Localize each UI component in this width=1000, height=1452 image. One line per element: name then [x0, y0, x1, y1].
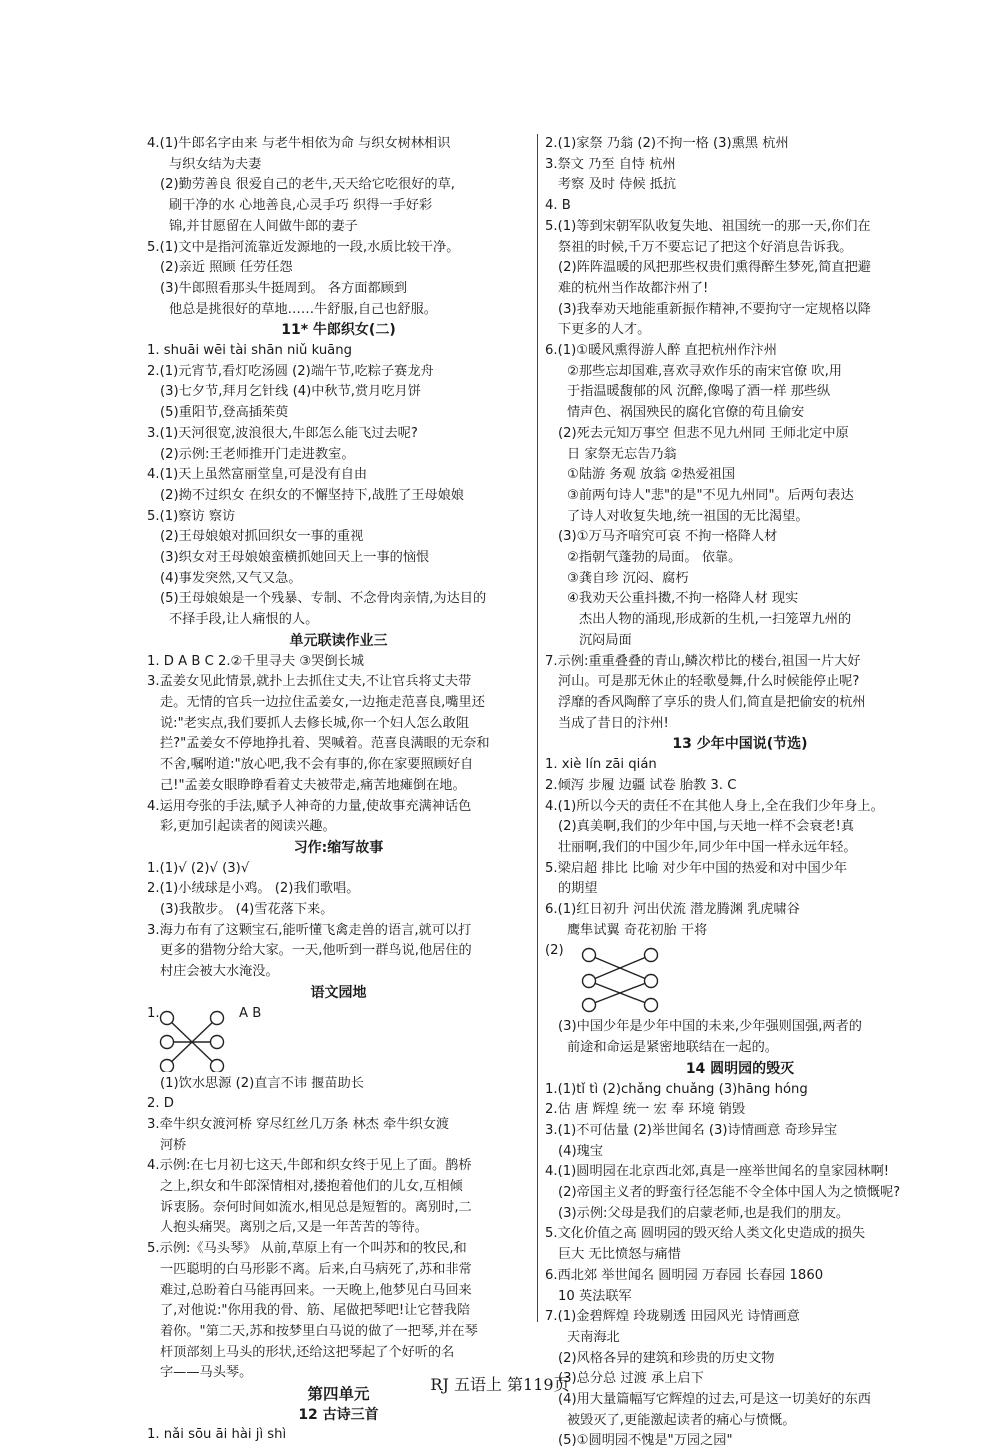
answer-line: 了,对他说:"你用我的骨、筋、尾做把琴吧!让它替我陪 — [160, 1303, 471, 1319]
answer-line: 5.示例:《马头琴》 从前,草原上有一个叫苏和的牧民,和 — [147, 1241, 467, 1257]
answer-line: (2)示例:王老师推开门走进教室。 — [160, 446, 355, 462]
column-divider — [537, 134, 538, 1322]
answer-line: 3.祭文 乃至 自恃 杭州 — [545, 156, 676, 172]
answer-line: 刷干净的水 心地善良,心灵手巧 织得一手好彩 — [169, 198, 433, 214]
node-circle — [211, 1059, 224, 1072]
answer-line: 4.运用夸张的手法,赋予人神奇的力量,使故事充满神话色 — [147, 798, 472, 814]
matching-diagram — [147, 1004, 530, 1074]
answer-line: 4.示例:在七月初七这天,牛郎和织女终于见上了面。鹊桥 — [147, 1158, 472, 1174]
answer-line: 沉闷局面 — [579, 632, 632, 648]
right-column — [545, 134, 935, 1452]
answer-line: 天南海北 — [567, 1329, 620, 1345]
answer-line: 1.(1)tǐ tì (2)chǎng chuǎng (3)hāng hóng — [545, 1081, 808, 1097]
answer-line: 当成了昔日的汴州! — [558, 715, 669, 731]
answer-line: 1. shuāi wēi tài shān niǔ kuāng — [147, 343, 352, 359]
answer-line: 己!"孟姜女眼睁睁看着丈夫被带走,痛苦地瘫倒在地。 — [160, 777, 466, 793]
answer-line: 不舍,嘱咐道:"放心吧,我不会有事的,你在家要照顾好自 — [160, 757, 474, 773]
answer-line: 5.文化价值之高 圆明园的毁灭给人类文化史造成的损失 — [545, 1226, 866, 1242]
answer-line: 1. D A B C 2.②千里寻夫 ③哭倒长城 — [147, 653, 364, 669]
connection-diagram — [157, 1006, 227, 1072]
answer-line: ③龚自珍 沉闷、腐朽 — [567, 570, 689, 586]
answer-line: 拦?"孟姜女不停地挣扎着、哭喊着。范喜良满眼的无奈和 — [160, 736, 490, 752]
answer-line: 3.(1)不可估量 (2)举世闻名 (3)诗情画意 奇珍异宝 — [545, 1122, 838, 1138]
answer-line: 3.孟姜女见此情景,就扑上去抓住丈夫,不让官兵将丈夫带 — [147, 674, 472, 690]
section-heading: 11* 牛郎织女(二) — [281, 322, 396, 339]
answer-line: (5)①圆明园不愧是"万园之园" — [558, 1433, 733, 1449]
node-circle — [161, 1059, 174, 1072]
answer-line: (2)真美啊,我们的少年中国,与天地一样不会衰老!真 — [558, 819, 855, 835]
answer-line: (2)王母娘娘对抓回织女一事的重视 — [160, 529, 364, 545]
section-heading: 单元联读作业三 — [289, 632, 388, 649]
answer-line: (2)拗不过织女 在织女的不懈坚持下,战胜了王母娘娘 — [160, 487, 464, 503]
answer-line: 6.(1)①暖风熏得游人醉 直把杭州作汴州 — [545, 343, 777, 359]
answer-line: 下更多的人才。 — [558, 322, 651, 338]
diagram-prefix: (2) — [545, 943, 564, 959]
answer-line: 他总是挑很好的草地……牛舒服,自己也舒服。 — [169, 301, 437, 317]
answer-line: 7.(1)金碧辉煌 玲珑剔透 田园风光 诗情画意 — [545, 1309, 800, 1325]
answer-line: 4.(1)所以今天的责任不在其他人身上,全在我们少年身上。 — [545, 798, 884, 814]
left-column — [147, 134, 530, 1446]
answer-line: 3.牵牛织女渡河桥 穿尽红丝几万条 林杰 牵牛织女渡 — [147, 1116, 450, 1132]
answer-line: 不择手段,让人痛恨的人。 — [169, 612, 319, 628]
node-circle — [645, 949, 658, 962]
section-heading: 14 圆明园的毁灭 — [685, 1060, 795, 1077]
answer-line: 2.(1)小绒球是小鸡。 (2)我们歌唱。 — [147, 881, 360, 897]
answer-line: (3)织女对王母娘娘蛮横抓她回天上一事的恼恨 — [160, 550, 430, 566]
answer-line: 1. nǎi sōu āi hài jì shì — [147, 1427, 287, 1443]
answer-line: 走。无情的官兵一边拉住孟姜女,一边拖走范喜良,嘴里还 — [160, 694, 485, 710]
answer-line: 3.(1)天河很宽,波浪很大,牛郎怎么能飞过去呢? — [147, 425, 418, 441]
answer-line: 壮丽啊,我们的中国少年,同少年中国一样永远年轻。 — [558, 839, 857, 855]
answer-line: 5.梁启超 排比 比喻 对少年中国的热爱和对中国少年 — [545, 860, 848, 876]
answer-line: 10 英法联军 — [558, 1288, 632, 1304]
answer-line: (4)事发突然,又气又急。 — [160, 570, 302, 586]
answer-line: 难的杭州当作故都汴州了! — [558, 280, 709, 296]
answer-line: (4)瑰宝 — [558, 1143, 604, 1159]
answer-line: 2. D — [147, 1096, 174, 1112]
matching-diagram — [545, 941, 935, 1017]
page-footer: RJ 五语上 第119页 — [430, 1375, 570, 1394]
answer-line: 7.示例:重重叠叠的青山,鳞次栉比的楼台,祖国一片大好 — [545, 653, 861, 669]
answer-line: 于指温暖馥郁的风 沉醉,像喝了酒一样 那些纵 — [567, 384, 831, 400]
answer-line: 一匹聪明的白马形影不离。后来,白马病死了,苏和非常 — [160, 1261, 472, 1277]
answer-line: ②指朝气蓬勃的局面。 依靠。 — [567, 550, 742, 566]
answer-line: 4.(1)圆明园在北京西北郊,真是一座举世闻名的皇家园林啊! — [545, 1164, 890, 1180]
answer-line: 浮靡的香风陶醉了享乐的贵人们,简直是把偷安的杭州 — [558, 694, 866, 710]
answer-line: (3)①万马齐喑究可哀 不拘一格降人材 — [558, 529, 778, 545]
answer-line: 5.(1)察访 察访 — [147, 508, 236, 524]
answer-line: (2)亲近 照顾 任劳任怨 — [160, 260, 293, 276]
connection-diagram — [567, 943, 665, 1015]
node-circle — [645, 999, 658, 1012]
answer-line: (3)示例:父母是我们的启蒙老师,也是我们的朋友。 — [558, 1205, 850, 1221]
answer-line: 村庄会被大水淹没。 — [160, 964, 279, 980]
answer-line: 情声色、祸国殃民的腐化官僚的苟且偷安 — [567, 405, 805, 421]
answer-line: (2)帝国主义者的野蛮行径怎能不令全体中国人为之愤慨呢? — [558, 1185, 901, 1201]
answer-line: 4.(1)牛郎名字由来 与老牛相依为命 与织女树林相识 — [147, 136, 451, 151]
answer-line: 2.(1)家祭 乃翁 (2)不拘一格 (3)熏黑 杭州 — [545, 136, 789, 151]
answer-line: 5.(1)文中是指河流靠近发源地的一段,水质比较干净。 — [147, 239, 460, 255]
answer-line: 祭祖的时候,千万不要忘记了把这个好消息告诉我。 — [558, 239, 853, 255]
answer-line: 杆顶部刻上马头的形状,还给这把琴起了个好听的名 — [160, 1344, 455, 1360]
section-heading: 习作:缩写故事 — [293, 839, 384, 856]
section-heading: 12 古诗三首 — [298, 1406, 379, 1423]
section-heading: 语文园地 — [310, 984, 367, 1001]
section-heading: 第四单元 — [307, 1385, 370, 1404]
answer-line: ③前两句诗人"悲"的是"不见九州同"。后两句表达 — [567, 487, 854, 503]
answer-line: 的期望 — [558, 881, 598, 897]
answer-line: 1. xiè lín zāi qián — [545, 757, 657, 773]
answer-line: 难过,总盼着白马能再回来。一天晚上,他梦见白马回来 — [160, 1282, 472, 1298]
answer-line: 彩,更加引起读者的阅读兴趣。 — [160, 819, 336, 835]
answer-line: 巨大 无比愤怒与痛惜 — [558, 1247, 681, 1263]
node-circle — [211, 1011, 224, 1024]
answer-line: 考察 及时 侍候 抵抗 — [558, 177, 677, 193]
answer-line: 更多的猎物分给大家。一天,他听到一群鸟说,他居住的 — [160, 943, 472, 959]
answer-line: 说:"老实点,我们要抓人去修长城,你一个妇人怎么敢阻 — [160, 715, 470, 731]
answer-line: (3)总分总 过渡 承上启下 — [558, 1371, 704, 1387]
answer-line: 4. B — [545, 198, 571, 214]
answer-line: ①陆游 务观 放翁 ②热爱祖国 — [567, 467, 736, 483]
diagram-prefix: 1. — [147, 1005, 160, 1021]
node-circle — [211, 1035, 224, 1048]
answer-line: 被毁灭了,更能激起读者的痛心与愤慨。 — [567, 1412, 796, 1428]
answer-line: 字——马头琴。 — [160, 1365, 253, 1381]
answer-line: 1.(1)√ (2)√ (3)√ — [147, 860, 250, 876]
answer-line: 2.(1)元宵节,看灯吃汤圆 (2)端午节,吃粽子赛龙舟 — [147, 363, 434, 379]
answer-line: (1)饮水思源 (2)直言不讳 揠苗助长 — [160, 1075, 364, 1091]
node-circle — [583, 999, 596, 1012]
node-circle — [161, 1011, 174, 1024]
answer-line: 与织女结为夫妻 — [169, 156, 262, 172]
answer-line: 诉衷肠。奈何时间如流水,相见总是短暂的。离别时,二 — [160, 1199, 472, 1215]
answer-line: 鹰隼试翼 奇花初胎 干将 — [567, 922, 708, 938]
answer-line: (2)阵阵温暖的风把那些权贵们熏得醉生梦死,简直把避 — [558, 260, 871, 276]
answer-line: (3)中国少年是少年中国的未来,少年强则国强,两者的 — [558, 1019, 862, 1035]
answer-line: 6.(1)红日初升 河出伏流 潜龙腾渊 乳虎啸谷 — [545, 902, 800, 918]
answer-line: (2)死去元知万事空 但悲不见九州同 王师北定中原 — [558, 425, 849, 441]
node-circle — [583, 949, 596, 962]
answer-line: 前途和命运是紧密地联结在一起的。 — [567, 1040, 778, 1056]
answer-line: 5.(1)等到宋朝军队收复失地、祖国统一的那一天,你们在 — [545, 218, 871, 234]
answer-line: ②那些忘却国难,喜欢寻欢作乐的南宋官僚 吹,用 — [567, 363, 842, 379]
answer-line: 河山。可是那无休止的轻歌曼舞,什么时候能停止呢? — [558, 674, 860, 690]
answer-line: 了诗人对收复失地,统一祖国的无比渴望。 — [567, 508, 809, 524]
answer-line: (3)牛郎照看那头牛挺周到。 各方面都顾到 — [160, 280, 408, 296]
answer-line: (3)我散步。 (4)雪花落下来。 — [160, 902, 334, 918]
answer-line: 杰出人物的涌现,形成新的生机,一扫笼罩九州的 — [579, 612, 852, 628]
answer-line: 3.海力布有了这颗宝石,能听懂飞禽走兽的语言,就可以打 — [147, 922, 472, 938]
section-heading: 13 少年中国说(节选) — [672, 736, 808, 753]
answer-line: (3)七夕节,拜月乞针线 (4)中秋节,赏月吃月饼 — [160, 384, 421, 400]
diagram-options: A B — [239, 1005, 262, 1021]
answer-line: 6.西北郊 举世闻名 圆明园 万春园 长春园 1860 — [545, 1267, 824, 1283]
answer-line: 河桥 — [160, 1137, 187, 1153]
answer-line: 2.估 唐 辉煌 统一 宏 奉 环境 销毁 — [545, 1102, 746, 1118]
answer-line: (2)勤劳善良 很爱自己的老牛,天天给它吃很好的草, — [160, 177, 456, 193]
node-circle — [161, 1035, 174, 1048]
answer-line: 锦,并甘愿留在人间做牛郎的妻子 — [169, 218, 358, 234]
answer-line: (4)用大量篇幅写它辉煌的过去,可是这一切美好的东西 — [558, 1392, 871, 1408]
node-circle — [583, 975, 596, 988]
answer-line: 4.(1)天上虽然富丽堂皇,可是没有自由 — [147, 467, 368, 483]
answer-line: ④我劝天公重抖擞,不拘一格降人材 现实 — [567, 591, 799, 607]
node-circle — [645, 975, 658, 988]
answer-line: 2.倾泻 步履 边疆 试卷 胎教 3. C — [545, 777, 737, 793]
answer-line: 人抱头痛哭。离别之后,又是一年苦苦的等待。 — [160, 1220, 428, 1236]
answer-line: (5)重阳节,登高插茱萸 — [160, 405, 289, 421]
answer-line: (5)王母娘娘是一个残暴、专制、不念骨肉亲情,为达目的 — [160, 591, 487, 607]
answer-line: 日 家祭无忘告乃翁 — [567, 446, 677, 462]
answer-line: (3)我奉劝天地能重新振作精神,不要拘守一定规格以降 — [558, 301, 871, 317]
answer-line: 着你。"第二天,苏和按梦里白马说的做了一把琴,并在琴 — [160, 1323, 478, 1339]
answer-line: 之上,织女和牛郎深情相对,搂抱着他们的儿女,互相倾 — [160, 1179, 463, 1195]
answer-line: (2)风格各异的建筑和珍贵的历史文物 — [558, 1350, 775, 1366]
